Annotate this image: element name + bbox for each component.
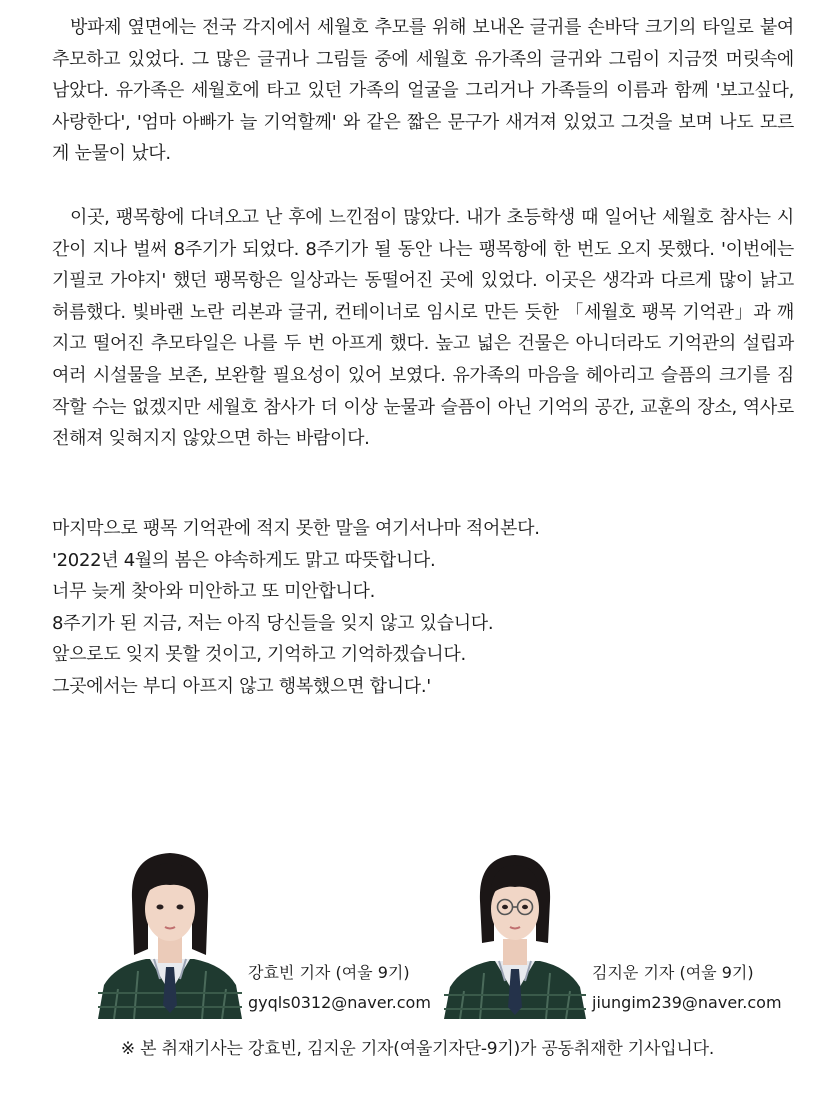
reporter-2-email: jiungim239@naver.com	[592, 993, 782, 1012]
reporter-photo-2	[440, 843, 590, 1019]
closing-line: '2022년 4월의 봄은 야속하게도 맑고 따뜻합니다.	[52, 549, 436, 571]
footer-note: ※ 본 취재기사는 강효빈, 김지운 기자(여울기자단-9기)가 공동취재한 기사입니다.	[120, 1039, 715, 1059]
article-paragraph-2: 이곳, 팽목항에 다녀오고 난 후에 느낀점이 많았다. 내가 초등학생 때 일어난 세월호 참사는 시간이 지나 벌써 8주기가 되었다. 8주기가 될 동안 나는 팽목항에 한 번도 오지 못했다. '이번에는 기필코 가야지' 했던 팽목항은 일상과는 동떨어진 곳에 있었다. 이곳은 생각과 다르게 많이 낡고 허름했다. 빛바랜 노란 리본과 글귀, 컨테이너로 임시로 만든 듯한 「세월호 팽목 기억관」과 깨지고 떨어진 추모타일은 나를 두 번 아프게 했다. 높고 넓은 건물은 아니더라도 기억관의 설립과 여러 시설물을 보존, 보완할 필요성이 있어 보였다. 유가족의 마음을 헤아리고 슬픔의 크기를 짐작할 수는 없겠지만 세월호 참사가 더 이상 눈물과 슬픔이 아닌 기억의 공간, 교훈의 장소, 역사로 전해져 잊혀지지 않았으면 하는 바람이다.	[52, 207, 794, 450]
closing-line: 마지막으로 팽목 기억관에 적지 못한 말을 여기서나마 적어본다.	[52, 518, 540, 539]
closing-line: 8주기가 된 지금, 저는 아직 당신들을 잊지 않고 있습니다.	[52, 612, 494, 634]
reporter-2-name: 김지운 기자 (여울 9기)	[592, 963, 754, 982]
closing-line: 너무 늦게 찾아와 미안하고 또 미안합니다.	[52, 581, 376, 603]
article-paragraph-1: 방파제 옆면에는 전국 각지에서 세월호 추모를 위해 보내온 글귀를 손바닥 크기의 타일로 붙여 추모하고 있었다. 그 많은 글귀나 그림들 중에 세월호 유가족의 글귀와 그림이 지금껏 머릿속에 남았다. 유가족은 세월호에 타고 있던 가족의 얼굴을 그리거나 가족들의 이름과 함께 '보고싶다, 사랑한다', '엄마 아빠가 늘 기억할께' 와 같은 짧은 문구가 새겨져 있었고 그것을 보며 나도 모르게 눈물이 났다.	[52, 17, 794, 165]
reporter-1-caption	[248, 958, 431, 1018]
closing-line: 앞으로도 잊지 못할 것이고, 기억하고 기억하겠습니다.	[52, 644, 466, 666]
closing-line: 그곳에서는 부디 아프지 않고 행복했으면 합니다.'	[52, 675, 431, 697]
reporter-1-email: gyqls0312@naver.com	[248, 993, 431, 1012]
reporter-1-name: 강효빈 기자 (여울 9기)	[248, 963, 410, 982]
reporter-2-caption	[592, 958, 782, 1018]
article-closing	[52, 513, 794, 703]
reporter-photo-1	[94, 843, 246, 1019]
